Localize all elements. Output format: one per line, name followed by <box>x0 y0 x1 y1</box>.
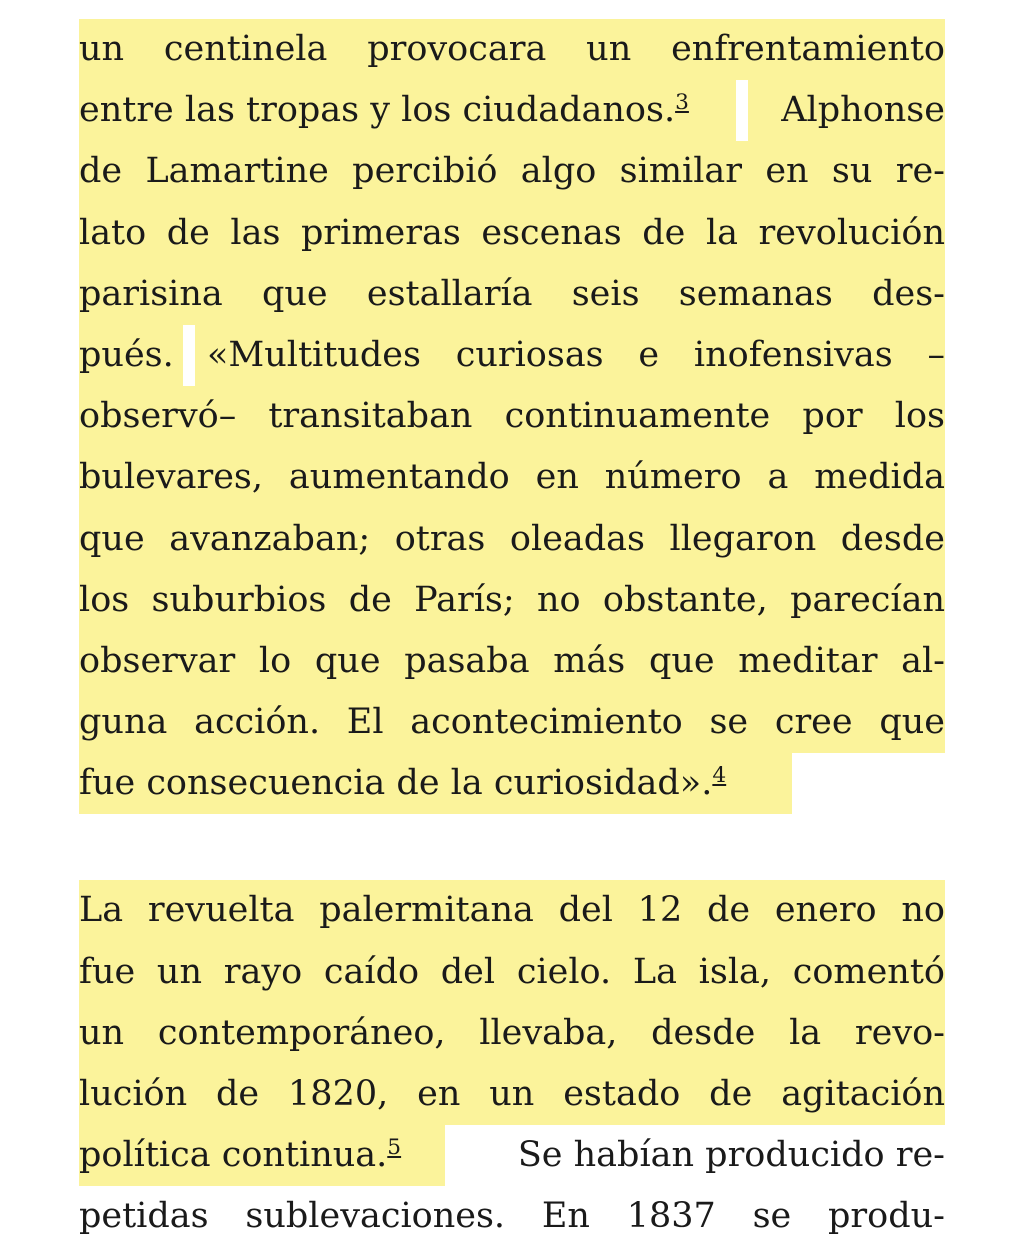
text-line[interactable]: guna acción. El acontecimiento se cree que <box>79 692 945 753</box>
clipped-line <box>79 1186 945 1237</box>
text-line[interactable]: bulevares, aumentando en número a medida <box>79 447 945 508</box>
highlight-gap <box>183 325 195 386</box>
text-line[interactable]: petidas sublevaciones. En 1837 se produ- <box>79 1196 945 1237</box>
text-line[interactable]: La revuelta palermitana del 12 de enero no <box>79 880 945 941</box>
text-line[interactable]: observó– transitaban continuamente por los <box>79 386 945 447</box>
text-line[interactable]: fue un rayo caído del cielo. La isla, comentó <box>79 942 945 1003</box>
text-line[interactable] <box>79 753 945 814</box>
footnote-ref-4[interactable]: 4 <box>712 763 727 789</box>
text-segment: política continua. <box>79 1135 388 1176</box>
text-line[interactable]: observar lo que pasaba más que meditar al- <box>79 631 945 692</box>
text-segment: «Multitudes curiosas e inofensivas – <box>195 325 945 386</box>
highlight-gap <box>736 80 748 141</box>
text-line[interactable] <box>79 1125 945 1186</box>
text-line[interactable]: un centinela provocara un enfrentamiento <box>79 19 945 80</box>
text-line[interactable]: lución de 1820, en un estado de agitación <box>79 1064 945 1125</box>
text-line[interactable] <box>79 80 945 141</box>
text-line[interactable] <box>79 325 945 386</box>
paragraph-2 <box>79 880 945 1237</box>
text-segment: entre las tropas y los ciudadanos. <box>79 90 676 131</box>
text-line[interactable]: los suburbios de París; no obstante, parecían <box>79 570 945 631</box>
text-line[interactable]: de Lamartine percibió algo similar en su re- <box>79 141 945 202</box>
paragraph-1 <box>79 19 945 814</box>
text-segment: Alphonse <box>748 80 945 141</box>
text-line[interactable]: que avanzaban; otras oleadas llegaron desde <box>79 509 945 570</box>
paragraph-spacer <box>79 814 945 880</box>
text-segment: pués. <box>79 325 183 386</box>
text-segment: Se habían producido re- <box>517 1135 945 1176</box>
footnote-ref-3[interactable]: 3 <box>675 90 689 116</box>
text-line[interactable]: lato de las primeras escenas de la revolución <box>79 203 945 264</box>
text-segment: fue consecuencia de la curiosidad». <box>79 763 713 804</box>
book-page <box>79 19 945 1237</box>
text-line[interactable]: parisina que estallaría seis semanas des- <box>79 264 945 325</box>
text-line[interactable]: un contemporáneo, llevaba, desde la revo- <box>79 1003 945 1064</box>
footnote-ref-5[interactable]: 5 <box>387 1135 402 1161</box>
